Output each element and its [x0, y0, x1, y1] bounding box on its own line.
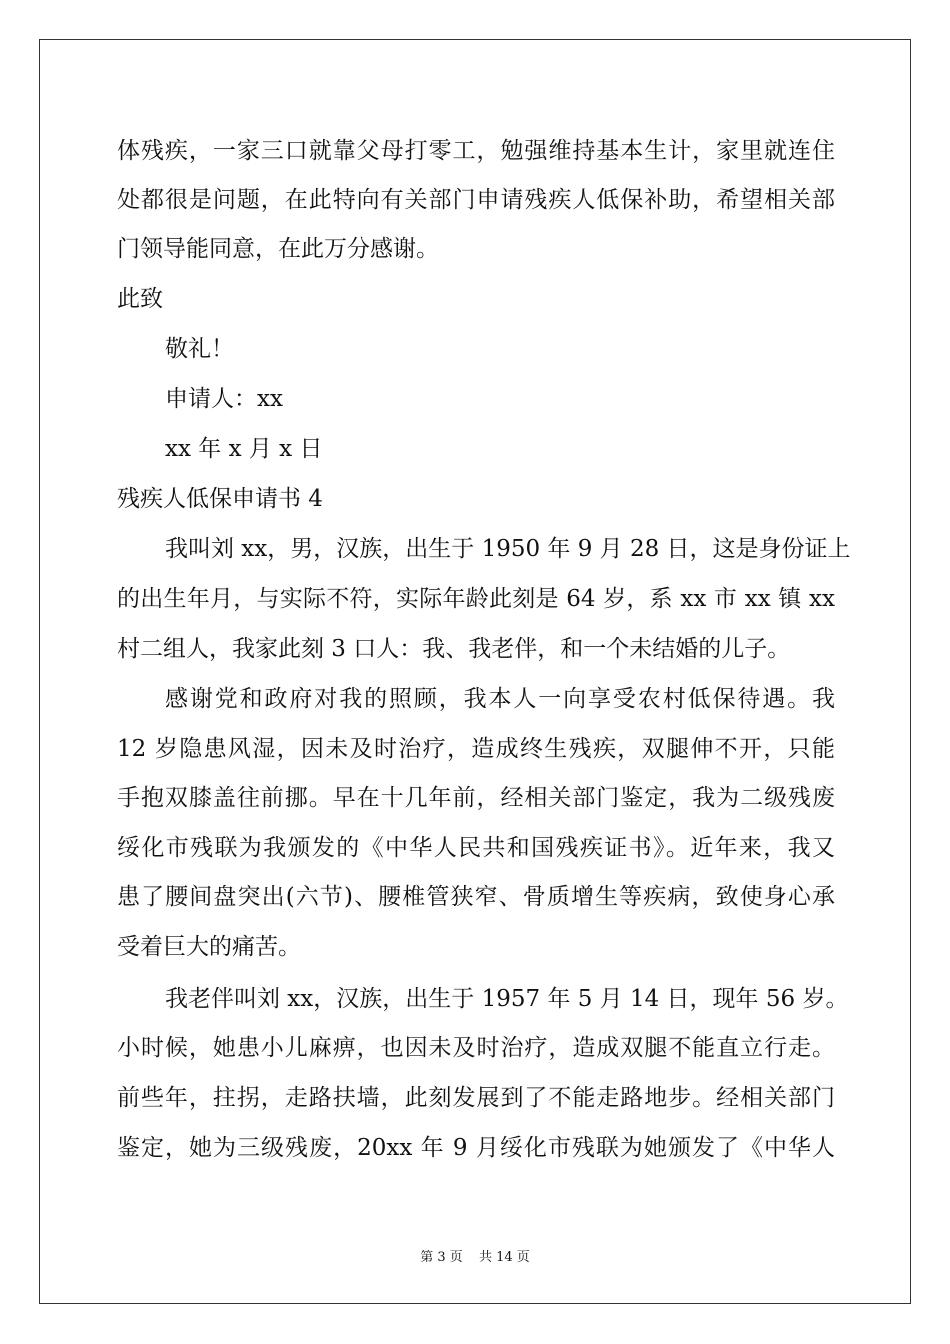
closing-line: 敬礼！	[165, 336, 234, 362]
page-border	[39, 39, 911, 1304]
date-line: xx 年 x 月 x 日	[165, 436, 323, 462]
text-line: 村二组人，我家此刻 3 口人：我、我老伴，和一个未结婚的儿子。	[117, 636, 791, 662]
text-line: 绥化市残联为我颁发的《中华人民共和国残疾证书》。近年来，我又	[117, 835, 835, 861]
salutation-line: 此致	[117, 286, 163, 312]
text-line: 我老伴叫刘 xx，汉族，出生于 1957 年 5 月 14 日，现年 56 岁。	[165, 986, 849, 1012]
text-line: 鉴定，她为三级残废，20xx 年 9 月绥化市残联为她颁发了《中华人	[117, 1135, 835, 1161]
text-line: 手抱双膝盖往前挪。早在十几年前，经相关部门鉴定，我为二级残废	[117, 785, 835, 811]
text-line: 门领导能同意，在此万分感谢。	[117, 236, 439, 262]
page-footer	[0, 1246, 950, 1265]
text-line: 体残疾，一家三口就靠父母打零工，勉强维持基本生计，家里就连住	[117, 138, 835, 164]
applicant-line: 申请人：xx	[165, 386, 283, 412]
text-line: 受着巨大的痛苦。	[117, 934, 301, 960]
text-line: 患了腰间盘突出(六节)、腰椎管狭窄、骨质增生等疾病，致使身心承	[117, 884, 835, 910]
text-line: 处都很是问题，在此特向有关部门申请残疾人低保补助，希望相关部	[117, 187, 835, 213]
text-line: 12 岁隐患风湿，因未及时治疗，造成终生残疾，双腿伸不开，只能	[117, 736, 835, 762]
page-total: 共 14 页	[478, 1250, 530, 1265]
text-line: 前些年，拄拐，走路扶墙，此刻发展到了不能走路地步。经相关部门	[117, 1085, 835, 1111]
section-title: 残疾人低保申请书 4	[117, 486, 323, 512]
text-line: 小时候，她患小儿麻痹，也因未及时治疗，造成双腿不能直立行走。	[117, 1035, 835, 1061]
page-number: 第 3 页	[420, 1250, 463, 1265]
text-line: 的出生年月，与实际不符，实际年龄此刻是 64 岁，系 xx 市 xx 镇 xx	[117, 586, 835, 612]
text-line: 感谢党和政府对我的照顾，我本人一向享受农村低保待遇。我	[165, 686, 835, 712]
text-line: 我叫刘 xx，男，汉族，出生于 1950 年 9 月 28 日，这是身份证上	[165, 536, 851, 562]
